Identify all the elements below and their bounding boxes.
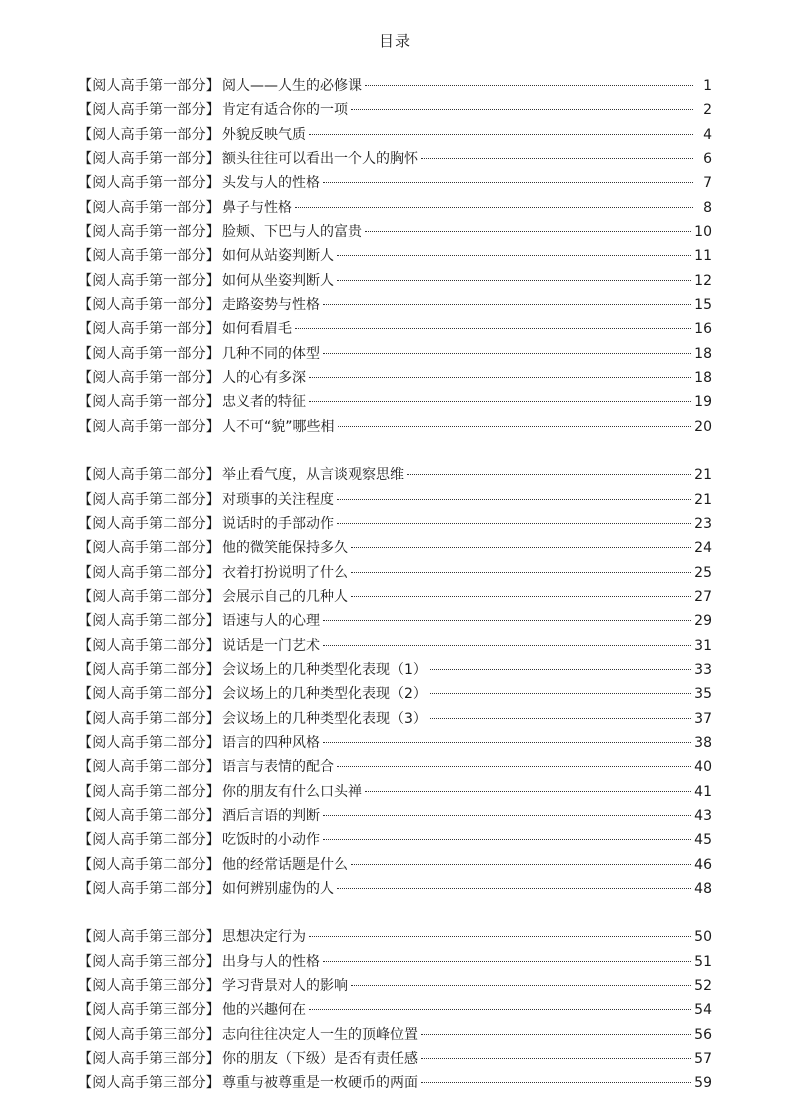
dot-leader [421, 158, 693, 159]
toc-entry [78, 147, 712, 171]
entry-part-label: 【阅人高手第一部分】 [78, 78, 220, 94]
dot-leader [337, 255, 691, 256]
entry-title: 学习背景对人的影响 [222, 978, 348, 995]
entry-page-number: 51 [694, 953, 712, 970]
entry-part-label: 【阅人高手第三部分】 [78, 1002, 220, 1019]
entry-page-number: 25 [694, 564, 712, 581]
entry-part-label: 【阅人高手第二部分】 [78, 759, 220, 776]
entry-part-label: 【阅人高手第二部分】 [78, 613, 220, 630]
entry-part-label: 【阅人高手第一部分】 [78, 175, 220, 192]
entry-title: 尊重与被尊重是一枚硬币的两面 [222, 1075, 418, 1092]
entry-part-label: 【阅人高手第一部分】 [78, 102, 220, 119]
entry-part-label: 【阅人高手第一部分】 [78, 345, 220, 362]
entry-page-number: 16 [694, 321, 712, 338]
dot-leader [421, 1082, 691, 1083]
dot-leader [351, 596, 691, 597]
dot-leader [309, 1009, 691, 1010]
entry-title: 你的朋友（下级）是否有责任感 [222, 1051, 418, 1068]
entry-part-label: 【阅人高手第一部分】 [78, 224, 220, 241]
toc-section-3 [78, 925, 712, 1095]
entry-page-number: 59 [694, 1075, 712, 1092]
entry-page-number: 21 [694, 491, 712, 508]
entry-part-label: 【阅人高手第三部分】 [78, 978, 220, 995]
toc-entry [78, 877, 712, 901]
entry-page-number: 12 [694, 272, 712, 289]
dot-leader [337, 766, 691, 767]
entry-title: 会议场上的几种类型化表现（3） [222, 710, 427, 727]
entry-title: 忠义者的特征 [222, 394, 306, 411]
entry-title: 对琐事的关注程度 [222, 491, 334, 508]
entry-part-label: 【阅人高手第一部分】 [78, 321, 220, 338]
entry-title: 他的微笑能保持多久 [222, 540, 348, 557]
toc-entry [78, 220, 712, 244]
toc-entry [78, 585, 712, 609]
dot-leader [295, 207, 693, 208]
toc-entry [78, 561, 712, 585]
toc-entry [78, 804, 712, 828]
toc-entry [78, 780, 712, 804]
entry-page-number: 38 [694, 734, 712, 751]
entry-page-number: 4 [703, 126, 712, 143]
entry-page-number: 50 [694, 929, 712, 946]
entry-page-number: 45 [694, 832, 712, 849]
entry-part-label: 【阅人高手第二部分】 [78, 807, 220, 824]
toc-entry [78, 731, 712, 755]
entry-part-label: 【阅人高手第二部分】 [78, 467, 220, 484]
dot-leader [309, 401, 691, 402]
entry-part-label: 【阅人高手第一部分】 [78, 248, 220, 265]
entry-title: 如何从坐姿判断人 [222, 272, 334, 289]
entry-page-number: 56 [694, 1026, 712, 1043]
entry-title: 走路姿势与性格 [222, 297, 320, 314]
entry-page-number: 7 [703, 175, 712, 192]
entry-part-label: 【阅人高手第二部分】 [78, 734, 220, 751]
dot-leader [421, 1058, 691, 1059]
entry-title: 酒后言语的判断 [222, 807, 320, 824]
entry-part-label: 【阅人高手第三部分】 [78, 1026, 220, 1043]
toc-entry [78, 634, 712, 658]
entry-title: 说话时的手部动作 [222, 515, 334, 532]
toc-section-1 [78, 74, 712, 439]
entry-title: 语速与人的心理 [222, 613, 320, 630]
entry-page-number: 52 [694, 978, 712, 995]
toc-entry [78, 98, 712, 122]
toc-entry [78, 853, 712, 877]
entry-part-label: 【阅人高手第二部分】 [78, 491, 220, 508]
entry-title: 头发与人的性格 [222, 175, 320, 192]
entry-title: 如何从站姿判断人 [222, 248, 334, 265]
dot-leader [323, 961, 691, 962]
page-title: 目录 [378, 32, 411, 50]
dot-leader [351, 864, 691, 865]
entry-title: 思想决定行为 [222, 929, 306, 946]
dot-leader [337, 280, 691, 281]
entry-page-number: 24 [694, 540, 712, 557]
toc-entry [78, 658, 712, 682]
entry-title: 外貌反映气质 [222, 126, 306, 143]
entry-page-number: 31 [694, 637, 712, 654]
dot-leader [407, 474, 691, 475]
entry-part-label: 【阅人高手第一部分】 [78, 272, 220, 289]
entry-page-number: 23 [694, 515, 712, 532]
entry-part-label: 【阅人高手第一部分】 [78, 151, 220, 168]
toc-entry [78, 609, 712, 633]
entry-title: 说话是一门艺术 [222, 637, 320, 654]
entry-title: 会议场上的几种类型化表现（1） [222, 661, 427, 678]
toc-entry [78, 244, 712, 268]
entry-page-number: 29 [694, 613, 712, 630]
entry-page-number: 46 [694, 856, 712, 873]
entry-part-label: 【阅人高手第二部分】 [78, 661, 220, 678]
toc-entry [78, 950, 712, 974]
entry-title: 他的兴趣何在 [222, 1002, 306, 1019]
toc-entry [78, 366, 712, 390]
entry-title: 几种不同的体型 [222, 345, 320, 362]
entry-title: 人的心有多深 [222, 370, 306, 387]
dot-leader [351, 109, 693, 110]
entry-page-number: 10 [694, 224, 712, 241]
entry-title: 额头往往可以看出一个人的胸怀 [222, 151, 418, 168]
dot-leader [365, 791, 691, 792]
entry-part-label: 【阅人高手第一部分】 [78, 418, 220, 435]
dot-leader [323, 815, 691, 816]
entry-page-number: 57 [694, 1051, 712, 1068]
toc-entry [78, 123, 712, 147]
dot-leader [337, 523, 691, 524]
entry-title: 会议场上的几种类型化表现（2） [222, 686, 427, 703]
toc-entry [78, 415, 712, 439]
entry-title: 如何看眉毛 [222, 321, 292, 338]
entry-page-number: 33 [694, 661, 712, 678]
entry-page-number: 41 [694, 783, 712, 800]
entry-part-label: 【阅人高手第一部分】 [78, 394, 220, 411]
dot-leader [351, 547, 691, 548]
entry-part-label: 【阅人高手第三部分】 [78, 1051, 220, 1068]
toc-entry [78, 974, 712, 998]
dot-leader [430, 693, 691, 694]
dot-leader [430, 669, 691, 670]
dot-leader [323, 620, 691, 621]
entry-page-number: 19 [694, 394, 712, 411]
toc-entry [78, 998, 712, 1022]
toc-entry [78, 74, 712, 98]
dot-leader [365, 231, 691, 232]
entry-title: 肯定有适合你的一项 [222, 102, 348, 119]
toc-entry [78, 293, 712, 317]
toc-entry [78, 1071, 712, 1095]
dot-leader [351, 985, 691, 986]
toc-entry [78, 707, 712, 731]
dot-leader [323, 353, 691, 354]
dot-leader [323, 742, 691, 743]
entry-title: 出身与人的性格 [222, 953, 320, 970]
toc-entry [78, 828, 712, 852]
dot-leader [351, 572, 691, 573]
dot-leader [309, 377, 691, 378]
entry-part-label: 【阅人高手第三部分】 [78, 929, 220, 946]
entry-page-number: 37 [694, 710, 712, 727]
entry-title: 语言的四种风格 [222, 734, 320, 751]
entry-title: 衣着打扮说明了什么 [222, 564, 348, 581]
entry-title: 会展示自己的几种人 [222, 588, 348, 605]
dot-leader [323, 839, 691, 840]
entry-title: 语言与表情的配合 [222, 759, 334, 776]
entry-title: 阅人——人生的必修课 [222, 78, 362, 94]
entry-part-label: 【阅人高手第一部分】 [78, 199, 220, 216]
entry-title: 志向往往决定人一生的顶峰位置 [222, 1026, 418, 1043]
table-of-contents [78, 74, 712, 1096]
entry-title: 他的经常话题是什么 [222, 856, 348, 873]
entry-title: 吃饭时的小动作 [222, 832, 320, 849]
dot-leader [309, 936, 691, 937]
entry-part-label: 【阅人高手第二部分】 [78, 637, 220, 654]
dot-leader [323, 645, 691, 646]
entry-page-number: 27 [694, 588, 712, 605]
dot-leader [430, 718, 691, 719]
toc-entry [78, 488, 712, 512]
entry-page-number: 18 [694, 370, 712, 387]
toc-entry [78, 1047, 712, 1071]
entry-part-label: 【阅人高手第二部分】 [78, 540, 220, 557]
entry-page-number: 43 [694, 807, 712, 824]
entry-title: 如何辨别虚伪的人 [222, 881, 334, 897]
entry-title: 鼻子与性格 [222, 199, 292, 216]
entry-part-label: 【阅人高手第二部分】 [78, 588, 220, 605]
entry-part-label: 【阅人高手第二部分】 [78, 515, 220, 532]
toc-entry [78, 755, 712, 779]
entry-page-number: 35 [694, 686, 712, 703]
entry-part-label: 【阅人高手第二部分】 [78, 856, 220, 873]
entry-page-number: 11 [694, 248, 712, 265]
dot-leader [309, 134, 693, 135]
entry-part-label: 【阅人高手第二部分】 [78, 783, 220, 800]
dot-leader [337, 888, 691, 889]
entry-part-label: 【阅人高手第二部分】 [78, 710, 220, 727]
dot-leader [337, 499, 691, 500]
dot-leader [323, 304, 691, 305]
dot-leader [295, 328, 691, 329]
entry-part-label: 【阅人高手第一部分】 [78, 297, 220, 314]
entry-part-label: 【阅人高手第二部分】 [78, 832, 220, 849]
dot-leader [338, 426, 692, 427]
entry-part-label: 【阅人高手第二部分】 [78, 686, 220, 703]
entry-part-label: 【阅人高手第三部分】 [78, 1075, 220, 1092]
entry-title: 举止看气度，从言谈观察思维 [222, 467, 404, 484]
toc-entry [78, 536, 712, 560]
entry-page-number: 8 [703, 199, 712, 216]
toc-entry [78, 342, 712, 366]
dot-leader [421, 1034, 691, 1035]
toc-entry [78, 1023, 712, 1047]
toc-entry [78, 269, 712, 293]
toc-entry [78, 925, 712, 949]
entry-part-label: 【阅人高手第一部分】 [78, 126, 220, 143]
entry-page-number: 48 [694, 881, 712, 897]
toc-entry [78, 171, 712, 195]
entry-page-number: 1 [703, 78, 712, 94]
entry-title: 脸颊、下巴与人的富贵 [222, 224, 362, 241]
entry-page-number: 40 [694, 759, 712, 776]
toc-section-2 [78, 463, 712, 901]
dot-leader [323, 182, 693, 183]
entry-title: 你的朋友有什么口头禅 [222, 783, 362, 800]
toc-entry [78, 682, 712, 706]
entry-part-label: 【阅人高手第一部分】 [78, 370, 220, 387]
entry-title: 人不可“貌”哪些相 [222, 418, 335, 435]
toc-entry [78, 390, 712, 414]
entry-page-number: 2 [703, 102, 712, 119]
toc-entry [78, 512, 712, 536]
entry-part-label: 【阅人高手第二部分】 [78, 564, 220, 581]
toc-entry [78, 196, 712, 220]
entry-part-label: 【阅人高手第三部分】 [78, 953, 220, 970]
entry-page-number: 6 [703, 151, 712, 168]
toc-entry [78, 463, 712, 487]
entry-page-number: 54 [694, 1002, 712, 1019]
dot-leader [365, 85, 693, 86]
entry-page-number: 21 [694, 467, 712, 484]
toc-entry [78, 317, 712, 341]
entry-page-number: 15 [694, 297, 712, 314]
entry-page-number: 20 [694, 418, 712, 435]
entry-page-number: 18 [694, 345, 712, 362]
entry-part-label: 【阅人高手第二部分】 [78, 881, 220, 897]
